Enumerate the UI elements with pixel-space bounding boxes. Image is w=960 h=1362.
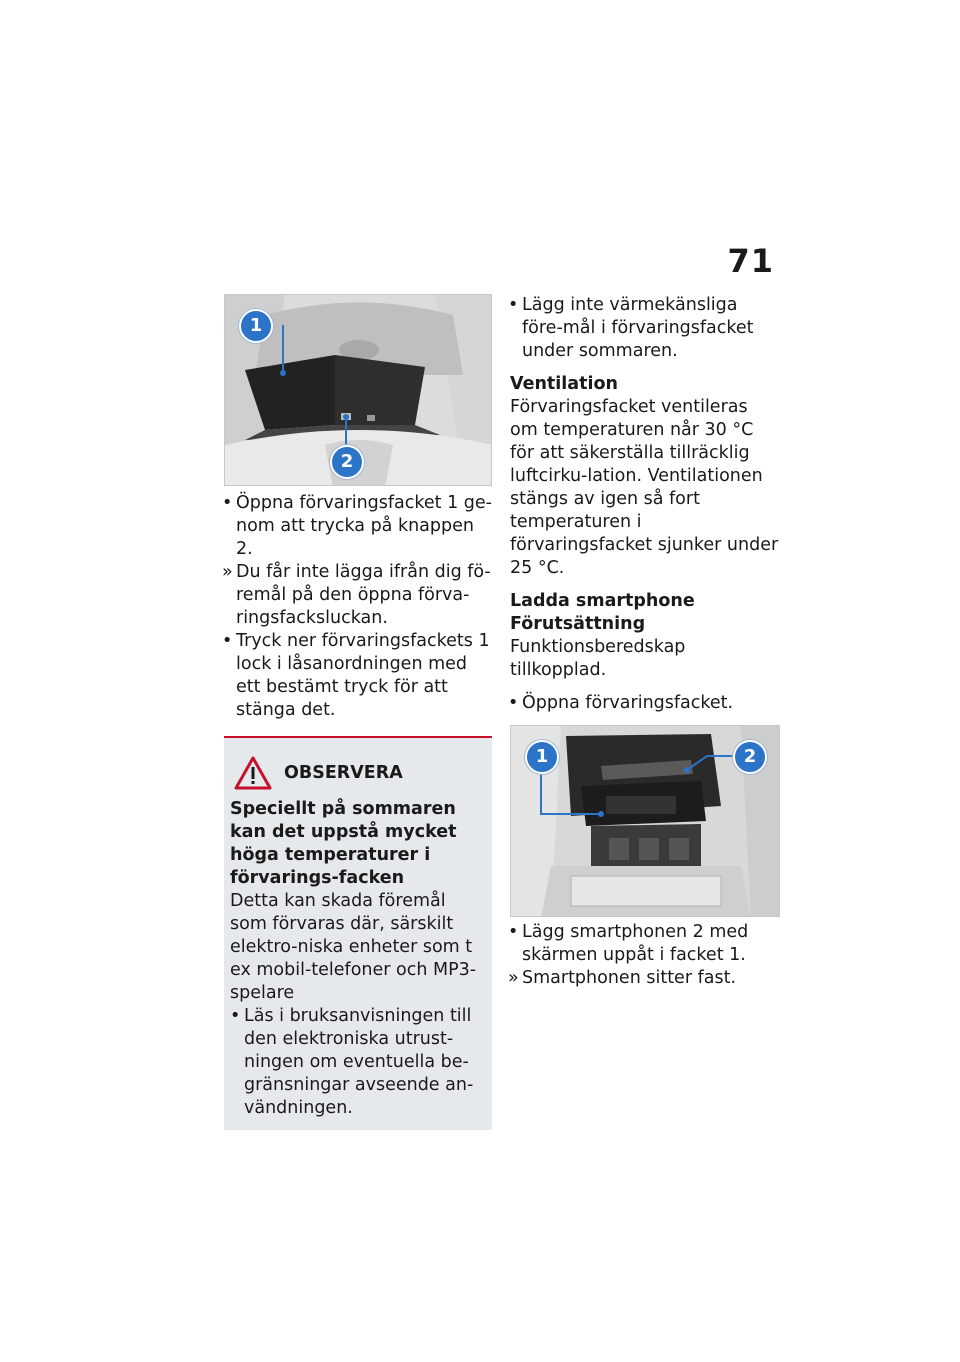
prerequisite-text: Funktionsberedskap tillkopplad. xyxy=(510,637,686,680)
step-close-lid: • Tryck ner förvaringsfackets 1 lock i låsanordningen med ett bestämt tryck för att stänga det. xyxy=(222,631,490,720)
ventilation-body: Förvaringsfacket ventileras om temperaturen når 30 °C för att säkerställa tillräcklig luftcirku-lation. Ventilationen stängs av igen så fort temperaturen i förvaringsfacket sjunker under 25 °C. xyxy=(510,397,779,578)
right-column xyxy=(510,294,780,990)
result-smartphone-fixed: » Smartphonen sitter fast. xyxy=(508,968,737,988)
callout-2: 2 xyxy=(733,740,767,774)
step-open-compartment: • Öppna förvaringsfacket 1 ge-nom att trycka på knappen 2. xyxy=(222,493,492,559)
ventilation-heading: Ventilation xyxy=(510,374,618,394)
smartphone-compartment-photo xyxy=(510,725,780,917)
warning-body: Detta kan skada föremål som förvaras där, särskilt elektro-niska enheter som t ex mobil-telefoner och MP3-spelare xyxy=(230,891,477,1003)
warning-instruction: • Läs i bruksanvisningen till den elektroniska utrust-ningen om eventuella be-gränsningar avseende an-vändningen. xyxy=(230,1006,474,1118)
warning-notice xyxy=(224,736,492,1130)
page-number: 71 xyxy=(727,242,774,280)
callout-1: 1 xyxy=(239,309,273,343)
step-open-compartment-2: • Öppna förvaringsfacket. xyxy=(508,693,734,713)
prerequisite-heading: Förutsättning xyxy=(510,614,646,634)
warning-heading: Speciellt på sommaren kan det uppstå mycket höga temperaturer i förvarings-facken xyxy=(230,799,457,888)
warning-triangle-icon xyxy=(234,756,272,790)
charge-heading: Ladda smartphone xyxy=(510,591,695,611)
step-place-smartphone: • Lägg smartphonen 2 med skärmen uppåt i facket 1. xyxy=(508,922,749,965)
storage-compartment-photo xyxy=(224,294,492,486)
warning-title: OBSERVERA xyxy=(284,762,403,783)
step-heat-sensitive: • Lägg inte värmekänsliga före-mål i förvaringsfacket under sommaren. xyxy=(508,295,754,361)
left-column xyxy=(224,294,492,1130)
callout-1: 1 xyxy=(525,740,559,774)
callout-2: 2 xyxy=(330,445,364,479)
result-no-objects: » Du får inte lägga ifrån dig fö-remål på den öppna förva-ringsfacksluckan. xyxy=(222,562,491,628)
